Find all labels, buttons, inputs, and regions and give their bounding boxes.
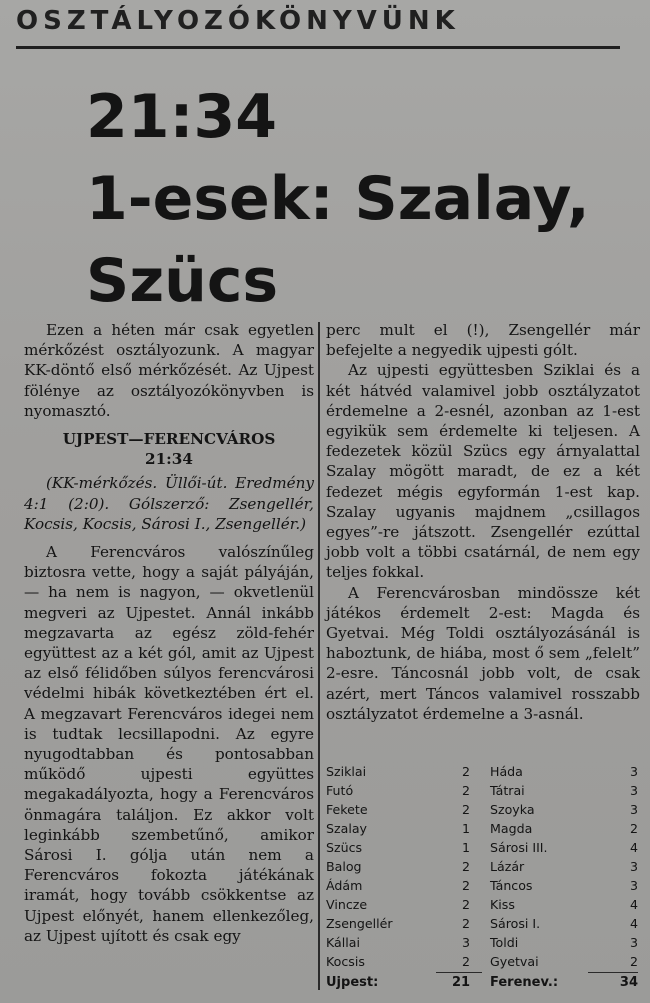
grade-ujpest: 3 <box>462 935 471 950</box>
grade-row <box>326 857 640 876</box>
player-name-ujpest: Balog <box>326 859 362 874</box>
grade-row <box>326 838 640 857</box>
grade-ferencvaros: 3 <box>629 935 638 950</box>
player-name-ferencvaros: Sárosi I. <box>490 916 541 931</box>
grade-row <box>326 914 640 933</box>
grade-ujpest: 2 <box>462 783 471 798</box>
player-name-ferencvaros: Táncos <box>490 878 533 893</box>
right-column <box>326 320 640 724</box>
player-name-ferencvaros: Kiss <box>490 897 515 912</box>
grade-ujpest: 2 <box>462 897 471 912</box>
player-name-ferencvaros: Tátrai <box>490 783 525 798</box>
grade-ferencvaros: 3 <box>629 802 638 817</box>
grade-ujpest: 2 <box>462 802 471 817</box>
player-name-ujpest: Kállai <box>326 935 360 950</box>
left-column <box>24 320 314 946</box>
header-rule <box>16 46 620 49</box>
body-paragraph: A Ferencváros valószínűleg biztosra vette, hogy a saját pályáján, — ha nem is nagyon, — okvetlenül megveri az Ujpestet. Annál inkább megzavarta az egész zöld-fehér együttest az a két gól, amit az Ujpest az első félidőben súlyos ferencvárosi védelmi hibák következtében ért el. A megzavart Ferencváros idegei nem is tudtak lecsillapodni. Az egyre nyugodtabban és pontosabban működő ujpesti együttes megakadályozta, hogy a Ferencváros önmagára találjon. Ez akkor volt leginkább szembetűnő, amikor Sárosi I. gólja után nem a Ferencváros fokozta játékának iramát, hogy tovább csökkentse az Ujpest előnyét, hanem ellenkezőleg, az Ujpest ujított és csak egy <box>24 543 314 945</box>
player-name-ferencvaros: Sárosi III. <box>490 840 548 855</box>
headline <box>86 76 590 322</box>
grade-row <box>326 933 640 952</box>
grade-ujpest: 1 <box>462 821 471 836</box>
section-header: OSZTÁLYOZÓKÖNYVÜNK <box>16 6 460 36</box>
player-name-ujpest: Futó <box>326 783 354 798</box>
player-name-ferencvaros: Háda <box>490 764 523 779</box>
player-name-ujpest: Szalay <box>326 821 367 836</box>
grade-ujpest: 2 <box>462 954 471 969</box>
intro-paragraph: Ezen a héten már csak egyetlen mérkőzést osztályozunk. A magyar KK-döntő első mérkőzését. Az Ujpest fölénye az osztályozókönyvben is nyomasztó. <box>24 321 314 420</box>
player-name-ujpest: Ádám <box>326 878 363 893</box>
player-name-ferencvaros: Toldi <box>490 935 519 950</box>
total-rule-2 <box>588 972 638 973</box>
grade-row <box>326 952 640 971</box>
totals-row <box>326 972 640 994</box>
total-rule-1 <box>436 972 482 973</box>
grade-ferencvaros: 4 <box>629 916 638 931</box>
match-score: 21:34 <box>145 450 193 469</box>
match-title: UJPEST—FERENCVÁROS <box>62 430 276 449</box>
grade-row <box>326 895 640 914</box>
grades-table <box>326 762 640 971</box>
team2-label: Ferenev.: <box>490 975 559 990</box>
grade-ferencvaros: 3 <box>629 859 638 874</box>
grade-ujpest: 2 <box>462 878 471 893</box>
grade-row <box>326 781 640 800</box>
grade-ferencvaros: 2 <box>629 821 638 836</box>
player-name-ujpest: Sziklai <box>326 764 367 779</box>
right-paragraph-3: A Ferencvárosban mindössze két játékos érdemelt 2-est: Magda és Gyetvai. Még Toldi osztályozásánál is haboztunk, de hiába, most ő sem „felelt” 2-esre. Táncosnál jobb volt, de csak azért, mert Táncos valamivel rosszabb osztályzatot érdemelne a 3-asnál. <box>326 583 640 723</box>
grade-ujpest: 2 <box>462 916 471 931</box>
grade-ferencvaros: 2 <box>629 954 638 969</box>
player-name-ferencvaros: Gyetvai <box>490 954 539 969</box>
grade-ferencvaros: 3 <box>629 783 638 798</box>
grade-ujpest: 1 <box>462 840 471 855</box>
player-name-ferencvaros: Magda <box>490 821 533 836</box>
grade-row <box>326 876 640 895</box>
team1-total: 21 <box>452 975 471 990</box>
grade-ferencvaros: 4 <box>629 897 638 912</box>
headline-line-3: Szücs <box>86 246 279 316</box>
grade-ferencvaros: 4 <box>629 840 638 855</box>
headline-line-2: 1-esek: Szalay, <box>86 164 590 234</box>
player-name-ujpest: Kocsis <box>326 954 365 969</box>
grade-ujpest: 2 <box>462 859 471 874</box>
player-name-ujpest: Fekete <box>326 802 368 817</box>
right-paragraph-2: Az ujpesti együttesben Sziklai és a két hátvéd valamivel jobb osztályzatot érdemelne a 2-esnél, azonban az 1-est egyikük sem érdemelte ki teljesen. A fedezetek közül Szücs egy árnyalattal Szalay mögött maradt, de ez a két fedezet mégis egyformán 1-est kap. Szalay ugyanis majdnem „csillagos egyes”-re játszott. Zsengellér ezúttal jobb volt a többi csatárnál, de nem egy teljes fokkal. <box>326 361 640 582</box>
team1-label: Ujpest: <box>326 975 379 990</box>
player-name-ferencvaros: Lázár <box>490 859 525 874</box>
player-name-ujpest: Szücs <box>326 840 363 855</box>
grade-ferencvaros: 3 <box>629 764 638 779</box>
match-info: (KK-mérkőzés. Üllői-út. Eredmény 4:1 (2:0). Gólszerző: Zsengellér, Kocsis, Kocsis, Sárosi I., Zsengellér.) <box>24 474 314 533</box>
grade-row <box>326 819 640 838</box>
grade-ferencvaros: 3 <box>629 878 638 893</box>
grade-ujpest: 2 <box>462 764 471 779</box>
player-name-ferencvaros: Szoyka <box>490 802 535 817</box>
player-name-ujpest: Vincze <box>326 897 368 912</box>
grade-row <box>326 762 640 781</box>
player-name-ujpest: Zsengellér <box>326 916 393 931</box>
grade-row <box>326 800 640 819</box>
headline-score: 21:34 <box>86 82 277 152</box>
team2-total: 34 <box>619 975 638 990</box>
column-divider <box>318 322 320 990</box>
right-paragraph-1: perc mult el (!), Zsengellér már befejelte a negyedik ujpesti gólt. <box>326 321 640 360</box>
